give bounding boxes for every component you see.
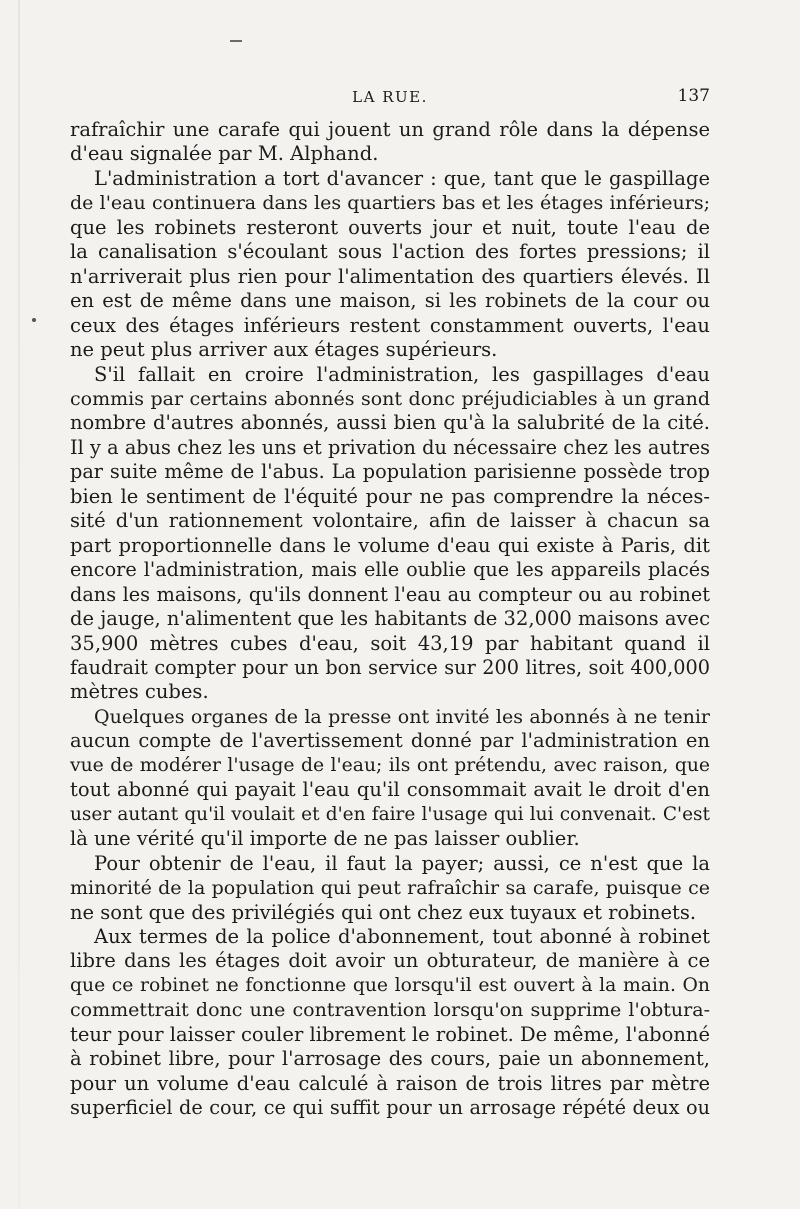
text-line: ceux des étages inférieurs restent constamment ouverts, l'eau — [70, 313, 710, 337]
text-line: user autant qu'il voulait et d'en faire l'usage qui lui convenait. C'est — [70, 803, 710, 825]
text-line: part proportionnelle dans le volume d'eau qui existe à Paris, dit — [70, 533, 710, 557]
text-line: L'administration a tort d'avancer : que, tant que le gaspillage — [94, 166, 710, 190]
page-edge-shadow — [18, 0, 20, 1209]
text-line: aucun compte de l'avertissement donné par l'administration en — [70, 729, 710, 753]
text-line: en est de même dans une maison, si les robinets de la cour ou — [70, 289, 710, 313]
margin-dot-mark — [32, 318, 36, 322]
text-line: tout abonné qui payait l'eau qu'il consommait avait le droit d'en — [70, 778, 710, 802]
text-line: Il y a abus chez les uns et privation du nécessaire chez les autres — [70, 435, 710, 459]
text-line: la canalisation s'écoulant sous l'action des fortes pressions; il — [70, 240, 710, 264]
text-line: que les robinets resteront ouverts jour et nuit, toute l'eau de — [70, 215, 710, 239]
text-line: dans les maisons, qu'ils donnent l'eau au compteur ou au robinet — [70, 582, 710, 606]
text-line: bien le sentiment de l'équité pour ne pas comprendre la néces- — [70, 484, 710, 508]
text-line: Quelques organes de la presse ont invité les abonnés à ne tenir — [94, 705, 710, 728]
text-line: libre dans les étages doit avoir un obturateur, de manière à ce — [70, 949, 710, 973]
text-line: encore l'administration, mais elle oublie que les appareils placés — [70, 558, 710, 582]
text-line: de jauge, n'alimentent que les habitants de 32,000 maisons avec — [70, 607, 710, 631]
body-text — [70, 118, 710, 1121]
text-line: là une vérité qu'il importe de ne pas laisser oublier. — [70, 827, 580, 851]
margin-tick-mark — [230, 40, 242, 42]
page-number: 137 — [677, 86, 710, 106]
text-line: faudrait compter pour un bon service sur 200 litres, soit 400,000 — [70, 655, 710, 679]
page-header — [70, 86, 710, 112]
text-line: superficiel de cour, ce qui suffit pour un arrosage répété deux ou — [70, 1096, 710, 1120]
text-line: de l'eau continuera dans les quartiers bas et les étages inférieurs; — [70, 192, 710, 215]
text-line: teur pour laisser couler librement le robinet. De même, l'abonné — [70, 1022, 710, 1046]
text-line: commettrait donc une contravention lorsqu'on supprime l'obtura- — [70, 999, 710, 1022]
text-line: sité d'un rationnement volontaire, afin de laisser à chacun sa — [70, 509, 710, 533]
text-line: ne peut plus arriver aux étages supérieurs. — [70, 338, 498, 362]
text-line: S'il fallait en croire l'administration, les gaspillages d'eau — [94, 362, 710, 386]
text-line: par suite même de l'abus. La population parisienne possède trop — [70, 460, 710, 484]
text-line: mètres cubes. — [70, 680, 209, 704]
text-line: Pour obtenir de l'eau, il faut la payer; aussi, ce n'est que la — [94, 851, 710, 875]
text-line: ne sont que des privilégiés qui ont chez eux tuyaux et robinets. — [70, 900, 697, 924]
text-line: à robinet libre, pour l'arrosage des cours, paie un abonnement, — [70, 1047, 710, 1071]
text-line: commis par certains abonnés sont donc préjudiciables à un grand — [70, 387, 710, 410]
text-line: pour un volume d'eau calculé à raison de trois litres par mètre — [70, 1071, 710, 1095]
text-line: que ce robinet ne fonctionne que lorsqu'il est ouvert à la main. On — [70, 974, 710, 996]
text-line: 35,900 mètres cubes d'eau, soit 43,19 par habitant quand il — [70, 631, 710, 655]
running-title: LA RUE. — [352, 88, 428, 106]
text-line: minorité de la population qui peut rafraîchir sa carafe, puisque ce — [70, 877, 710, 900]
text-line: rafraîchir une carafe qui jouent un grand rôle dans la dépense — [70, 118, 710, 141]
text-line: nombre d'autres abonnés, aussi bien qu'à la salubrité de la cité. — [70, 411, 710, 435]
text-line: n'arriverait plus rien pour l'alimentation des quartiers élevés. Il — [70, 264, 710, 288]
text-line: d'eau signalée par M. Alphand. — [70, 142, 379, 166]
text-line: vue de modérer l'usage de l'eau; ils ont prétendu, avec raison, que — [70, 754, 710, 776]
text-line: Aux termes de la police d'abonnement, tout abonné à robinet — [94, 924, 710, 948]
